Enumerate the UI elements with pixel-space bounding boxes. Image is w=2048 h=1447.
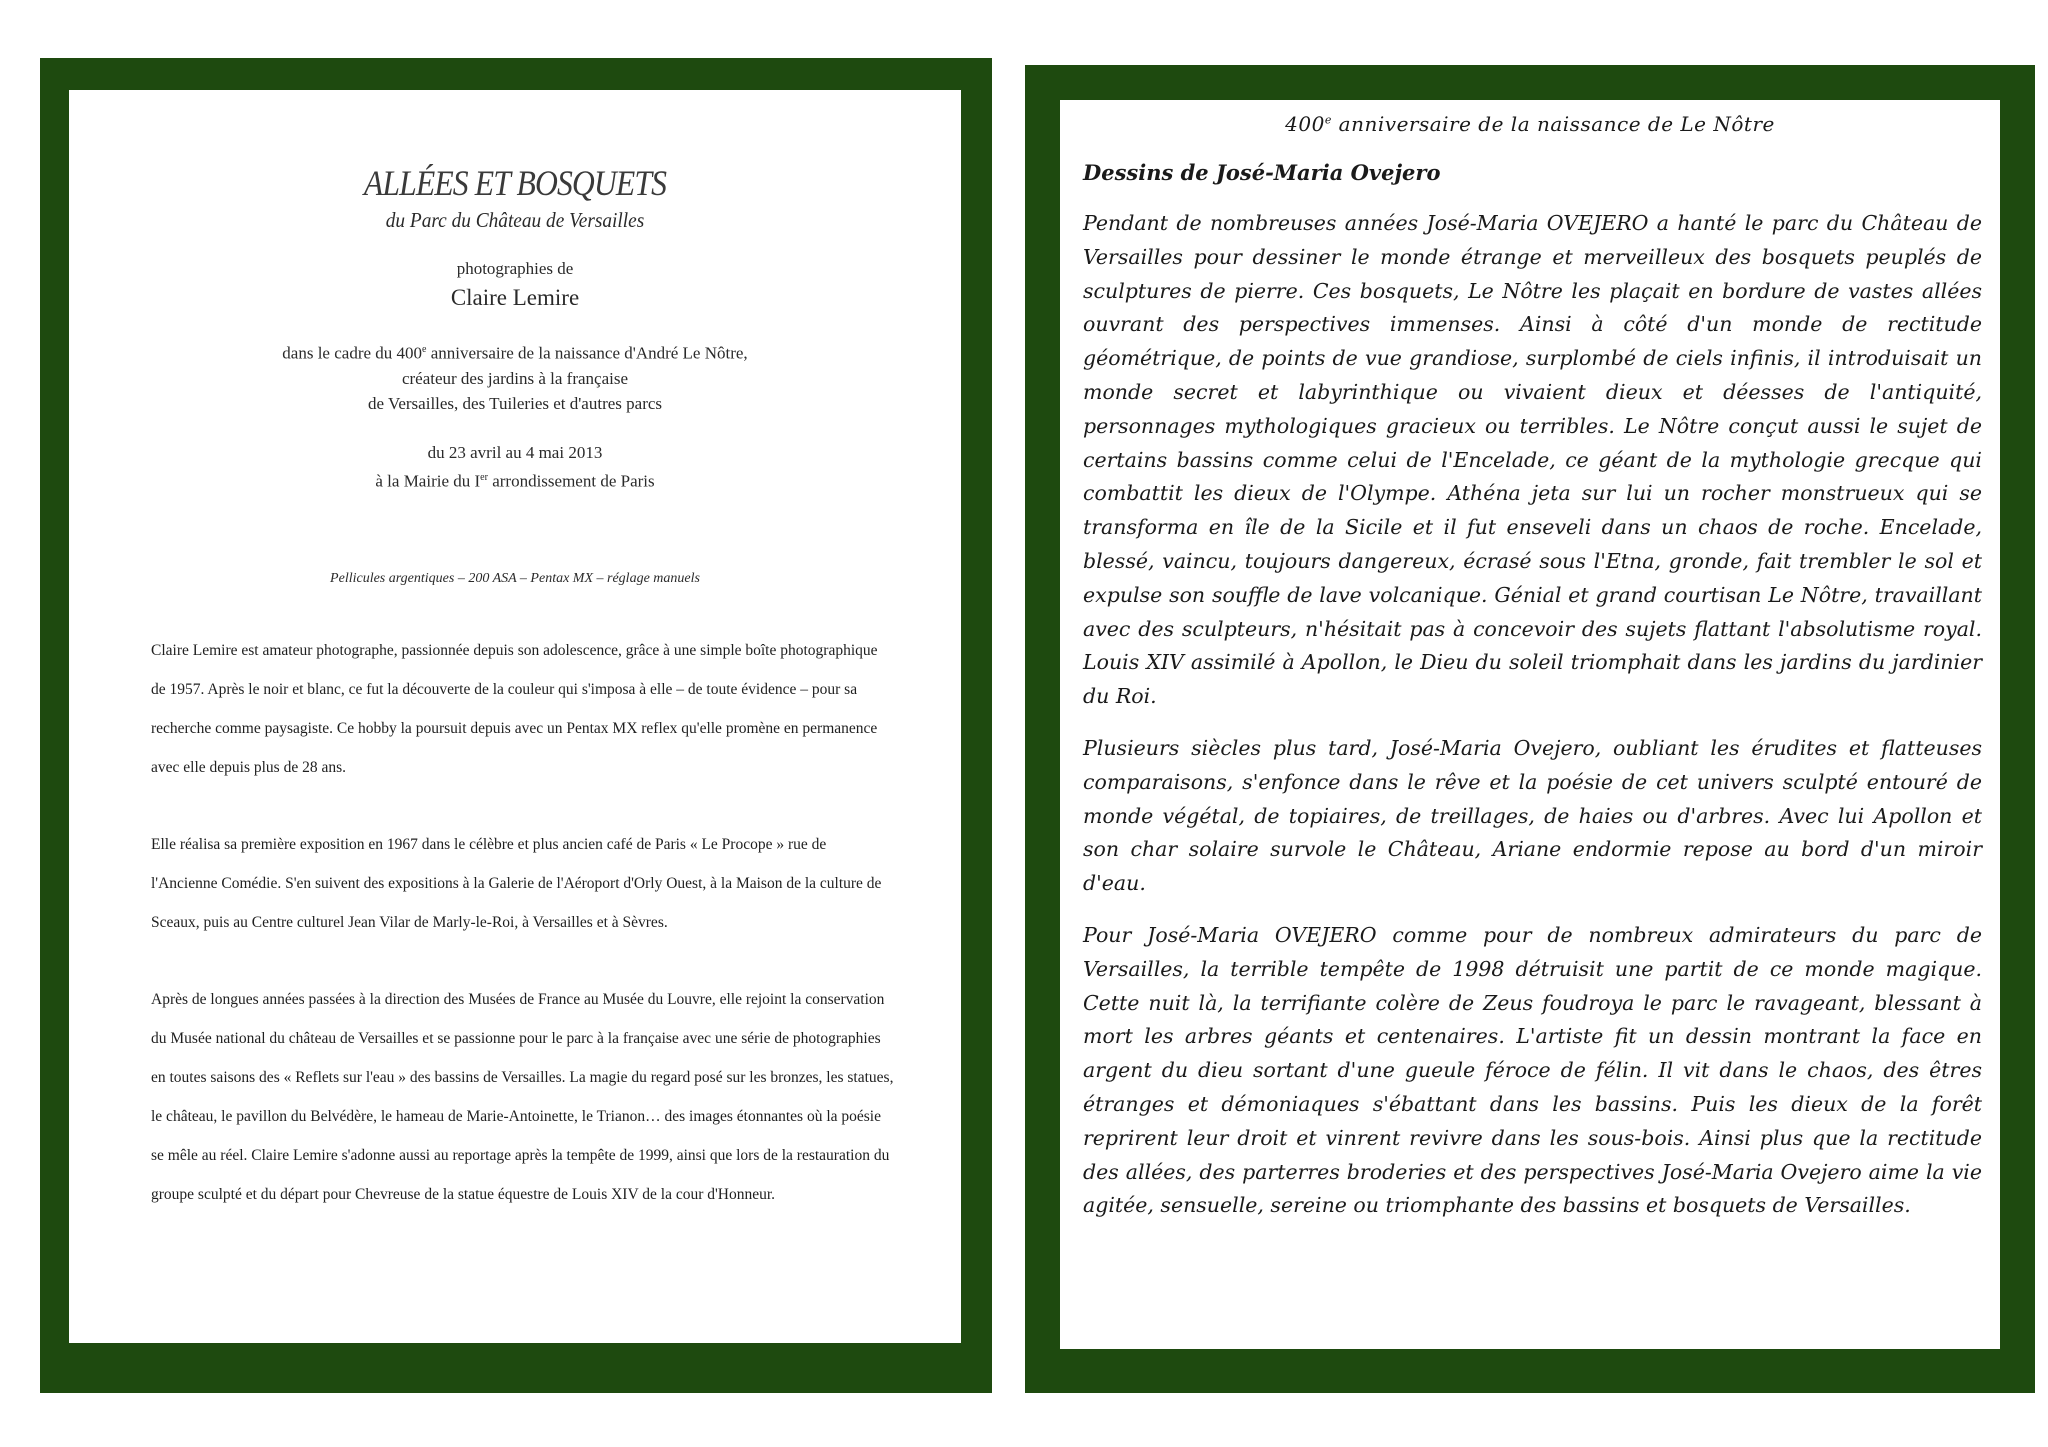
exhibition-title: ALLÉES ET BOSQUETS <box>363 163 667 203</box>
context-text-a: dans le cadre du 400 <box>282 343 423 363</box>
anniversary-header <box>1060 112 2000 136</box>
biography-body <box>69 631 961 1214</box>
biography-paragraph: Après de longues années passées à la direction des Musées de France au Musée du Louvre, elle rejoint la conservation du Musée national du château de Versailles et se passionne pour le parc à la française avec une série de photographies en toutes saisons des « Reflets sur l'eau » des bassins de Versailles. La magie du regard posé sur les bronzes, les statues, le château, le pavillon du Belvédère, le hameau de Marie-Antoinette, le Trianon… des images étonnantes où la poésie se mêle au réel. Claire Lemire s'adonne aussi au reportage après la tempête de 1999, ainsi que lors de la restauration du groupe sculpté et du départ pour Chevreuse de la statue équestre de Louis XIV de la cour d'Honneur. <box>151 991 894 1204</box>
left-page <box>69 90 961 1343</box>
venue-text-a: à la Mairie du I <box>375 471 481 491</box>
exhibition-subtitle: du Parc du Château de Versailles <box>385 208 645 232</box>
header-superscript: e <box>1324 113 1332 127</box>
context-block <box>69 337 961 416</box>
header-text-b: anniversaire de la naissance de Le Nôtre <box>1331 112 1775 136</box>
biography-paragraph: Elle réalisa sa première exposition en 1967 dans le célèbre et plus ancien café de Paris « Le Procope » rue de l'Ancienne Comédie. S'en suivent des expositions à la Galerie de l'Aéroport d'Orly Ouest, à la Maison de la culture de Sceaux, puis au Centre culturel Jean Vilar de Marly-le-Roi, à Versailles et à Sèvres. <box>151 836 882 932</box>
right-page <box>1060 100 2000 1349</box>
left-page-frame <box>40 58 992 1393</box>
context-text-b: anniversaire de la naissance d'André Le Nôtre, <box>426 343 748 363</box>
author-name: Claire Lemire <box>450 285 580 310</box>
venue-text-b: arrondissement de Paris <box>487 471 655 491</box>
article-body <box>1060 207 2000 1223</box>
drawings-subheading: Dessins de José-Maria Ovejero <box>1083 160 1441 185</box>
dates-line-1: du 23 avril au 4 mai 2013 <box>427 442 603 462</box>
context-superscript: e <box>422 344 427 355</box>
article-paragraph: Plusieurs siècles plus tard, José-Maria Ovejero, oubliant les érudites et flatteuses comparaisons, s'enfonce dans le rêve et la poésie de cet univers sculpté entouré de monde végétal, de topiaires, de treillages, de haies ou d'arbres. Avec lui Apollon et son char solaire survole le Château, Ariane endormie repose au bord d'un miroir d'eau. <box>1083 735 1982 896</box>
dates-block <box>69 440 961 494</box>
right-page-frame <box>1025 65 2035 1393</box>
photographs-by-label: photographies de <box>456 259 574 278</box>
context-line-1 <box>69 337 961 366</box>
technical-note: Pellicules argentiques – 200 ASA – Pentax MX – réglage manuels <box>330 571 700 587</box>
article-paragraph: Pour José-Maria OVEJERO comme pour de nombreux admirateurs du parc de Versailles, la terrible tempête de 1998 détruisit une partit de ce monde magique. Cette nuit là, la terrifiante colère de Zeus foudroya le parc le ravageant, blessant à mort les arbres géants et centenaires. L'artiste fit un dessin montrant la face en argent du dieu sortant d'une gueule féroce de félin. Il vit dans le chaos, des êtres étranges et démoniaques s'ébattant dans les bassins. Puis les dieux de la forêt reprirent leur droit et vinrent revivre dans les sous-bois. Ainsi plus que la rectitude des allées, des parterres broderies et des perspectives José-Maria Ovejero aime la vie agitée, sensuelle, sereine ou triomphante des bassins et bosquets de Versailles. <box>1083 922 1982 1218</box>
venue-line <box>69 465 961 494</box>
header-text-a: 400 <box>1285 112 1325 136</box>
biography-paragraph: Claire Lemire est amateur photographe, passionnée depuis son adolescence, grâce à une simple boîte photographique de 1957. Après le noir et blanc, ce fut la découverte de la couleur qui s'imposa à elle – de toute évidence – pour sa recherche comme paysagiste. Ce hobby la poursuit depuis avec un Pentax MX reflex qu'elle promène en permanence avec elle depuis plus de 28 ans. <box>151 642 878 777</box>
article-paragraph: Pendant de nombreuses années José-Maria OVEJERO a hanté le parc du Château de Versailles pour dessiner le monde étrange et merveilleux des bosquets peuplés de sculptures de pierre. Ces bosquets, Le Nôtre les plaçait en bordure de vastes allées ouvrant des perspectives immenses. Ainsi à côté d'un monde de rectitude géométrique, de points de vue grandiose, surplombé de ciels infinis, il introduisait un monde secret et labyrinthique ou vivaient dieux et déesses de l'antiquité, personnages mythologiques gracieux ou terribles. Le Nôtre conçut aussi le sujet de certains bassins comme celui de l'Encelade, ce géant de la mythologie grecque qui combattit les dieux de l'Olympe. Athéna jeta sur lui un rocher monstrueux qui se transforma en île de la Sicile et il fut enseveli dans un chaos de roche. Encelade, blessé, vaincu, toujours dangereux, écrasé sous l'Etna, gronde, fait trembler le sol et expulse son souffle de lave volcanique. Génial et grand courtisan Le Nôtre, travaillant avec des sculpteurs, n'hésitait pas à concevoir des sujets flattant l'absolutisme royal. Louis XIV assimilé à Apollon, le Dieu du soleil triomphait dans les jardins du jardinier du Roi. <box>1083 211 1982 709</box>
context-line-3: de Versailles, des Tuileries et d'autres parcs <box>367 393 663 413</box>
venue-superscript: er <box>480 471 488 483</box>
context-line-2: créateur des jardins à la française <box>401 368 629 388</box>
